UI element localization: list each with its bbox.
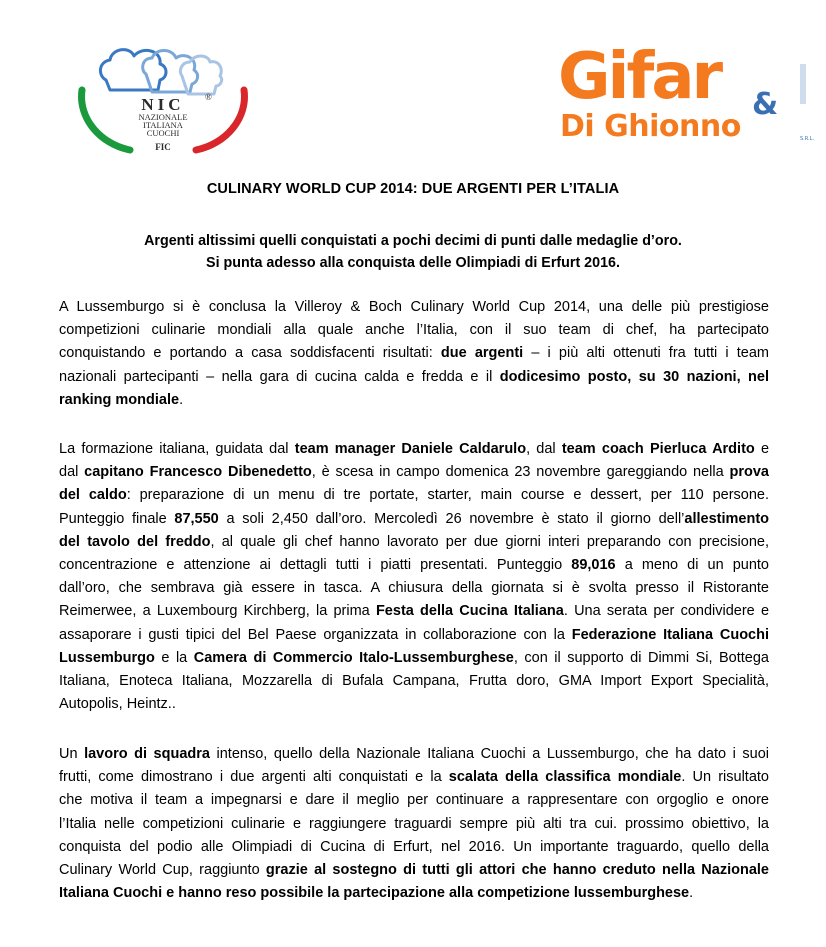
text-line	[59, 600, 769, 623]
bold-run: Federazione Italiana Cuochi	[571, 626, 770, 643]
nic-line1: NAZIONALE	[138, 112, 188, 122]
text-run: – i più alti ottenuti fra tutti i team	[523, 345, 770, 362]
text-run: dal	[59, 464, 85, 481]
bold-run: 89,016	[571, 557, 616, 574]
bold-run: del tavolo del freddo	[59, 533, 211, 550]
green-arc	[82, 90, 130, 150]
text-run: e la	[154, 649, 194, 666]
gifar-di-ghionno-logo	[556, 40, 815, 144]
gifar-wordmark: Gifar	[558, 40, 721, 114]
text-line	[59, 670, 769, 693]
text-line	[59, 789, 769, 812]
text-run: La formazione italiana, guidata dal	[59, 441, 295, 457]
nic-line3: CUOCHI	[146, 128, 180, 138]
text-line	[59, 296, 769, 319]
bold-run: grazie al sostegno di tutti gli attori che hanno creduto nella Nazionale	[265, 862, 769, 879]
text-line	[59, 319, 769, 342]
text-line	[59, 438, 769, 461]
text-line	[59, 882, 769, 905]
di-ghionno-wordmark: Di Ghionno	[560, 109, 741, 144]
text-run: .	[689, 885, 694, 902]
text-line	[59, 647, 769, 670]
text-run: l’Italia nelle competizioni culinarie e raggiungere traguardi sempre più alti tra cui. prossimo obiettivo, la	[59, 815, 769, 832]
bold-run: lavoro di squadra	[84, 746, 210, 762]
bold-run: Lussemburgo	[59, 649, 155, 666]
text-run: intenso, quello della Nazionale Italiana Cuochi a Lussemburgo, che ha dato i suoi	[209, 746, 769, 762]
text-run: Autopolis, Heintz..	[59, 696, 176, 713]
bold-run: Italiana Cuochi e hanno reso possibile la partecipazione alla competizione lussemburghese	[59, 885, 690, 902]
text-line	[59, 366, 769, 389]
bold-run: prova	[729, 464, 769, 481]
text-run: Punteggio finale	[59, 510, 175, 527]
bold-run: ranking mondiale	[59, 391, 180, 408]
bold-run: capitano Francesco Dibenedetto	[84, 464, 312, 481]
text-run: conquistando e portando a casa soddisfacenti risultati:	[59, 345, 441, 362]
text-run: a soli 2,450 dall’oro. Mercoledì 26 novembre è stato il giorno dell’	[218, 510, 685, 527]
ampersand-mark: &	[752, 87, 779, 122]
text-run: Italiana, Enoteca Italiana, Mozzarella di Bufala Campana, Frutta doro, GMA Import Export Specialità,	[59, 673, 769, 690]
text-run: nazionali partecipanti – nella gara di cucina calda e fredda e il	[59, 368, 500, 385]
bold-run: 87,550	[174, 510, 219, 527]
text-run: . Un risultato	[681, 769, 769, 786]
srl-tag: S.R.L.	[800, 136, 815, 142]
text-run: competizioni culinarie mondiali alla quale anche l’Italia, con il suo team di chef, ha partecipato	[59, 322, 769, 339]
text-line	[59, 461, 769, 484]
text-line	[59, 624, 769, 647]
text-line	[59, 859, 769, 882]
red-arc	[196, 90, 244, 150]
bold-run: scalata della classifica mondiale	[448, 769, 682, 786]
nic-logo	[68, 36, 258, 156]
bold-run: Camera di Commercio Italo-Lussemburghese	[193, 649, 514, 666]
text-line	[59, 693, 769, 716]
bold-run: team coach Pierluca Ardito	[561, 441, 755, 457]
fic-label: FIC	[155, 142, 171, 152]
text-line	[59, 743, 769, 766]
text-line	[59, 813, 769, 836]
paragraph-2	[59, 438, 769, 716]
text-line	[59, 484, 769, 507]
text-run: : preparazione di un menu di tre portate, starter, main course e dessert, per 110 persone.	[126, 487, 769, 504]
bold-run: team manager Daniele Caldarulo	[294, 441, 527, 457]
text-run: frutti, come dimostrano i due argenti alti conquistati e la	[59, 769, 449, 786]
subtitle-line-2: Si punta adesso alla conquista delle Olimpiadi di Erfurt 2016.	[206, 255, 620, 271]
text-line	[59, 531, 769, 554]
text-run: concentrazione e attenzione ai dettagli tutti i piatti presentati. Punteggio	[59, 557, 572, 574]
subtitle-line-1: Argenti altissimi quelli conquistati a pochi decimi di punti dalle medaglie d’oro.	[144, 233, 682, 249]
document-title: CULINARY WORLD CUP 2014: DUE ARGENTI PER L’ITALIA	[206, 181, 620, 197]
bold-run: allestimento	[684, 510, 770, 527]
text-run: e	[754, 441, 770, 457]
side-tag-bar	[800, 64, 806, 104]
bold-run: Festa della Cucina Italiana	[375, 603, 564, 620]
registered-mark: ®	[205, 92, 212, 102]
bold-run: due argenti	[440, 345, 524, 362]
text-run: assaporare i gusti tipici del Bel Paese organizzata in collaborazione con la	[59, 626, 572, 643]
nic-line2: ITALIANA	[143, 120, 183, 130]
text-run: Reimerwee, a Luxembourg Kirchberg, la prima	[59, 603, 376, 620]
nic-wordmark: NIC	[141, 95, 185, 114]
paragraph-3	[59, 743, 769, 905]
bold-run: dodicesimo posto, su 30 nazioni, nel	[499, 368, 770, 385]
text-line	[59, 577, 769, 600]
text-run: .	[179, 391, 184, 408]
text-line	[59, 554, 769, 577]
text-run: che motiva il team a impegnarsi e dare il meglio per continuare a rappresentare con orgoglio e onore	[59, 792, 769, 809]
text-run: , è scesa in campo domenica 23 novembre gareggiando nella	[311, 464, 730, 481]
text-line	[59, 836, 769, 859]
text-run: , con il supporto di Dimmi Si, Bottega	[513, 649, 769, 666]
bold-run: del caldo	[59, 487, 127, 504]
text-run: a meno di un punto	[615, 557, 769, 574]
text-line	[59, 342, 769, 365]
text-line	[59, 389, 769, 412]
text-run: Un	[59, 746, 85, 762]
text-line	[59, 766, 769, 789]
text-run: Culinary World Cup, raggiunto	[59, 862, 266, 879]
document-subtitle	[0, 230, 826, 274]
text-run: , dal	[526, 441, 562, 457]
text-line	[59, 508, 769, 531]
text-run: A Lussemburgo si è conclusa la Villeroy & Boch Culinary World Cup 2014, una delle più prestigiose	[59, 299, 769, 315]
chef-hats-icon	[100, 50, 221, 94]
text-run: . Una serata per condividere e	[563, 603, 770, 620]
text-run: conquista del podio alle Olimpiadi di Cucina di Erfurt, nel 2016. Un importante traguardo, quello della	[59, 838, 769, 855]
text-run: , al quale gli chef hanno lavorato per due giorni interi preparando con precisione,	[210, 533, 769, 550]
text-run: dall’oro, che sembrava già essere in tasca. A chiusura della giornata si è svolta presso il Ristorante	[59, 580, 769, 597]
paragraph-1	[59, 296, 769, 412]
